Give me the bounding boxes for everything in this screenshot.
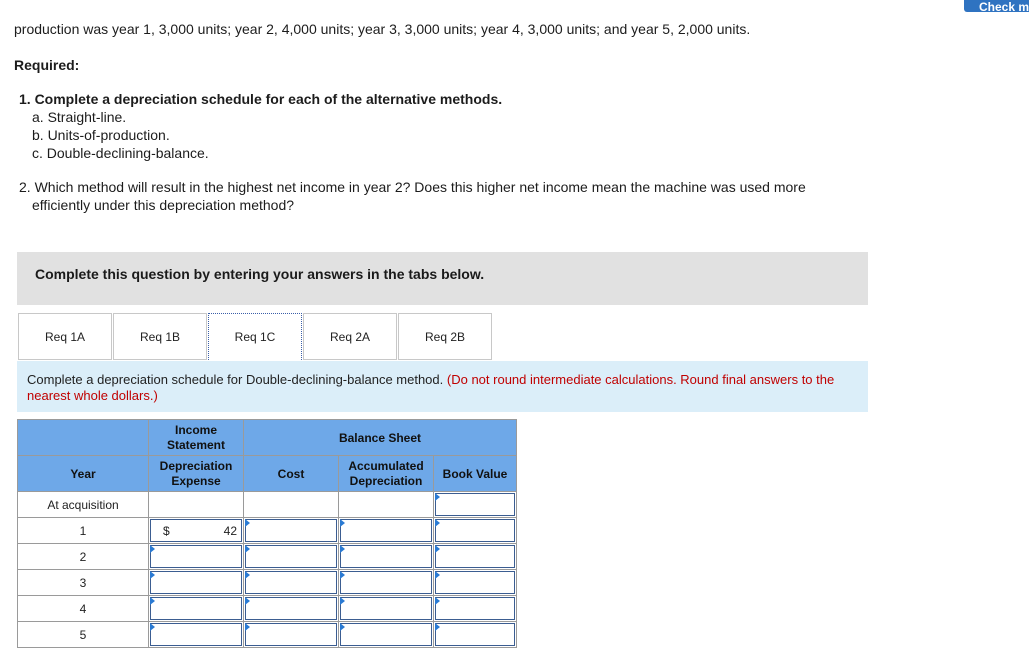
depreciation-input[interactable] <box>149 544 244 570</box>
depreciation-input[interactable] <box>149 570 244 596</box>
table-row <box>18 570 517 596</box>
question-1 <box>19 91 502 107</box>
cost-input[interactable] <box>244 622 339 648</box>
tab-req-1a[interactable]: Req 1A <box>18 313 112 360</box>
accumulated-input[interactable] <box>339 622 434 648</box>
depreciation-value: 42 <box>223 524 237 538</box>
intro-text: production was year 1, 3,000 units; year 2, 4,000 units; year 3, 3,000 units; year 4, 3,000 units; and year 5, 2,000 units. <box>14 21 751 37</box>
header-blank <box>18 420 149 456</box>
book-value-input[interactable] <box>434 492 517 518</box>
cost-input[interactable] <box>244 544 339 570</box>
instruction-main: Complete a depreciation schedule for Double-declining-balance method. <box>27 372 444 387</box>
depreciation-input[interactable] <box>149 622 244 648</box>
table-row <box>18 518 517 544</box>
header-accumulated-depreciation: Accumulated Depreciation <box>339 456 434 492</box>
tab-req-1b[interactable]: Req 1B <box>113 313 207 360</box>
year-cell: At acquisition <box>18 492 149 518</box>
instructions-panel <box>17 252 868 305</box>
header-balance-sheet: Balance Sheet <box>244 420 517 456</box>
instruction-note: (Do not round intermediate calculations. Round final answers to the nearest whole dollars.) <box>27 372 835 403</box>
accumulated-input[interactable] <box>339 570 434 596</box>
header-year: Year <box>18 456 149 492</box>
header-income-statement: Income Statement <box>149 420 244 456</box>
q1-option-c: c. Double-declining-balance. <box>32 145 209 161</box>
table-row <box>18 622 517 648</box>
check-my-work-button[interactable]: Check m <box>964 0 1029 12</box>
table-row <box>18 492 517 518</box>
accumulated-input[interactable] <box>339 544 434 570</box>
header-depreciation-expense: Depreciation Expense <box>149 456 244 492</box>
year-cell: 5 <box>18 622 149 648</box>
table-row <box>18 596 517 622</box>
empty-cell <box>339 492 434 518</box>
header-cost: Cost <box>244 456 339 492</box>
panel-text: Complete this question by entering your answers in the tabs below. <box>35 266 485 282</box>
year-cell: 3 <box>18 570 149 596</box>
tab-req-2b[interactable]: Req 2B <box>398 313 492 360</box>
q1-option-a: a. Straight-line. <box>32 109 127 125</box>
table-row <box>18 544 517 570</box>
depreciation-input[interactable] <box>149 596 244 622</box>
book-value-input[interactable] <box>434 596 517 622</box>
question-2-line2: efficiently under this depreciation method? <box>32 197 295 213</box>
cost-input[interactable] <box>244 518 339 544</box>
q1-text: 1. Complete a depreciation schedule for each of the alternative methods. <box>19 91 503 107</box>
tab-req-1c[interactable]: Req 1C <box>208 313 302 360</box>
tab-req-2a[interactable]: Req 2A <box>303 313 397 360</box>
cost-input[interactable] <box>244 570 339 596</box>
currency-symbol: $ <box>163 524 170 538</box>
accumulated-input[interactable] <box>339 596 434 622</box>
book-value-input[interactable] <box>434 518 517 544</box>
book-value-input[interactable] <box>434 622 517 648</box>
tab-instruction <box>17 361 868 412</box>
empty-cell <box>149 492 244 518</box>
q1-option-b: b. Units-of-production. <box>32 127 170 143</box>
book-value-input[interactable] <box>434 544 517 570</box>
empty-cell <box>244 492 339 518</box>
accumulated-input[interactable] <box>339 518 434 544</box>
depreciation-schedule-table <box>17 419 517 648</box>
depreciation-input[interactable] <box>149 518 244 544</box>
book-value-input[interactable] <box>434 570 517 596</box>
year-cell: 2 <box>18 544 149 570</box>
cost-input[interactable] <box>244 596 339 622</box>
year-cell: 1 <box>18 518 149 544</box>
question-2-line1: 2. Which method will result in the highest net income in year 2? Does this higher net income mean the machine was used more <box>19 179 806 195</box>
required-heading: Required: <box>14 57 80 73</box>
header-book-value: Book Value <box>434 456 517 492</box>
year-cell: 4 <box>18 596 149 622</box>
